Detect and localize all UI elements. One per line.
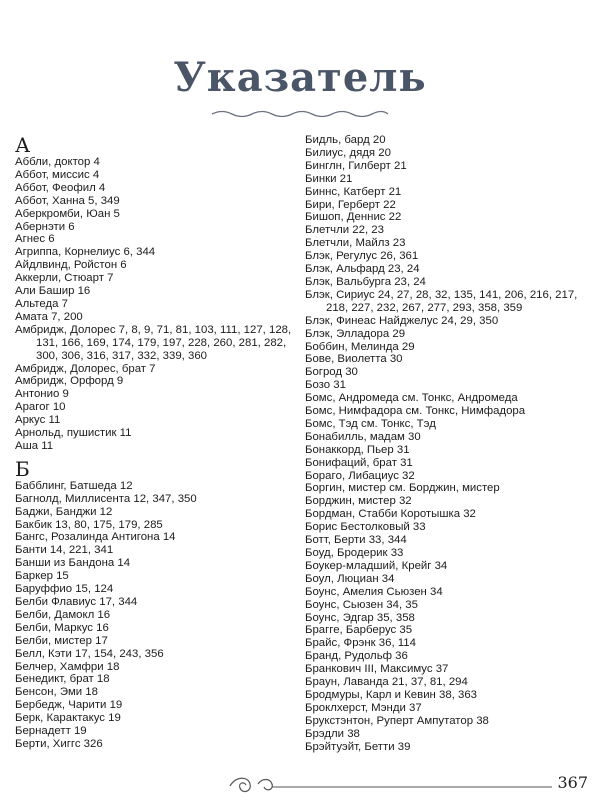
- index-entry: Белл, Кэти 17, 154, 243, 356: [15, 647, 164, 660]
- index-entry: Баруффио 15, 124: [15, 583, 114, 596]
- index-entry: Бозо 31: [305, 379, 346, 392]
- index-entry: Брукстэнтон, Руперт Ампутатор 38: [305, 714, 489, 727]
- index-entry-continuation: 131, 166, 169, 174, 179, 197, 228, 260, 281, 282,: [36, 336, 287, 349]
- index-entry: Арагог 10: [15, 401, 66, 414]
- index-entry: Бордман, Стабби Коротышка 32: [305, 508, 476, 521]
- index-entry: Брагге, Барберус 35: [305, 624, 413, 637]
- index-entry: Ботт, Берти 33, 344: [305, 534, 407, 547]
- index-entry: Банти 14, 221, 341: [15, 544, 114, 557]
- index-entry: Аббот, миссис 4: [15, 168, 100, 181]
- index-entry: Багнолд, Миллисента 12, 347, 350: [15, 492, 197, 505]
- index-entry: Аккерли, Стюарт 7: [15, 272, 114, 285]
- index-entry: Берк, Карактакус 19: [15, 712, 121, 725]
- index-entry: Бранкович III, Максимус 37: [305, 663, 449, 676]
- index-entry: Биннс, Катберт 21: [305, 185, 402, 198]
- index-entry: Баркер 15: [15, 570, 69, 583]
- index-entry: Блэк, Альфард 23, 24: [305, 263, 420, 276]
- index-entry: Банши из Бандона 14: [15, 557, 131, 570]
- index-entry: Брайс, Фрэнк 36, 114: [305, 637, 416, 650]
- index-column-left: [15, 134, 290, 751]
- index-entry: Амбридж, Орфорд 9: [15, 375, 124, 388]
- index-entry: Аберкромби, Юан 5: [15, 207, 120, 220]
- index-entry-sirius: Блэк, Сириус 24, 27, 28, 32, 135, 141, 206, 216, 217,: [305, 288, 578, 301]
- index-entry: Борджин, мистер 32: [305, 495, 412, 508]
- index-entry: Бинки 21: [305, 172, 353, 185]
- index-entry: Богрод 30: [305, 366, 358, 379]
- entry-list-a1: [15, 156, 290, 324]
- index-entry: Блэк, Элладора 29: [305, 327, 406, 340]
- index-entry: Боргин, мистер см. Борджин, мистер: [305, 482, 500, 495]
- index-entry: Абернэти 6: [15, 220, 75, 233]
- page-title: Указатель: [173, 54, 427, 101]
- index-entry: Блэк, Финеас Найджелус 24, 29, 350: [305, 314, 499, 327]
- index-entry: Браун, Лаванда 21, 37, 81, 294: [305, 676, 468, 689]
- index-entry: Борис Бестолковый 33: [305, 521, 426, 534]
- section-letter-b: Б: [15, 456, 30, 481]
- index-entry: Аша 11: [15, 439, 54, 452]
- index-entry: Бонифаций, брат 31: [305, 456, 413, 469]
- index-entry: Бомс, Тэд см. Тонкс, Тэд: [305, 417, 436, 430]
- index-entry: Бернадетт 19: [15, 725, 87, 738]
- entry-list-a2: [15, 363, 290, 453]
- index-entry: Бомс, Нимфадора см. Тонкс, Нимфадора: [305, 405, 526, 418]
- index-entry: Аркус 11: [15, 414, 61, 427]
- index-entry: Берти, Хиггс 326: [15, 737, 103, 750]
- index-entry: Бенедикт, брат 18: [15, 673, 110, 686]
- index-entry: Бродмуры, Карл и Кевин 38, 363: [305, 688, 478, 701]
- index-entry: Боул, Люциан 34: [305, 572, 395, 585]
- index-entry: Борагo, Либациус 32: [305, 469, 415, 482]
- index-entry: Бангс, Розалинда Антигона 14: [15, 531, 176, 544]
- index-entry: Белби, мистер 17: [15, 634, 108, 647]
- index-entry-umbridge: Амбридж, Долорес 7, 8, 9, 71, 81, 103, 111, 127, 128,: [15, 323, 292, 336]
- index-entry: Айдлвинд, Ройстон 6: [15, 259, 127, 272]
- title-ornament: [210, 108, 390, 120]
- index-entry: Боунс, Эдгар 35, 358: [305, 611, 415, 624]
- index-entry: Броклхерст, Мэнди 37: [305, 701, 422, 714]
- index-entry: Агриппа, Корнелиус 6, 344: [15, 246, 156, 259]
- index-entry: Бонабилль, мадам 30: [305, 430, 421, 443]
- entry-list-b: [15, 480, 290, 751]
- index-entry: Боуд, Бродерик 33: [305, 547, 404, 559]
- index-entry: Белби Флавиус 17, 344: [15, 596, 138, 608]
- index-entry: Бербедж, Чарити 19: [15, 699, 123, 712]
- index-column-right: [305, 134, 595, 754]
- index-entry: Белби, Дамокл 16: [15, 608, 111, 621]
- index-entry: Бенсон, Эми 18: [15, 686, 98, 699]
- index-entry: Блэк, Вальбурга 23, 24: [305, 275, 426, 288]
- index-entry: Агнес 6: [15, 233, 55, 246]
- index-entry: Бири, Герберт 22: [305, 198, 396, 211]
- index-entry: Антонио 9: [15, 388, 69, 401]
- index-entry: Амата 7, 200: [15, 310, 83, 323]
- index-entry: Бабблинг, Батшеда 12: [15, 479, 133, 492]
- index-entry: Белчер, Хамфри 18: [15, 660, 120, 673]
- index-entry: Блетчли 22, 23: [305, 224, 384, 237]
- index-entry: Боунс, Амелия Сьюзен 34: [305, 585, 443, 598]
- index-entry: Блэк, Регулус 26, 361: [305, 250, 419, 263]
- index-entry: Али Башир 16: [15, 285, 91, 298]
- index-entry: Белби, Маркус 16: [15, 621, 109, 634]
- index-entry: Амбридж, Долорес, брат 7: [15, 362, 156, 375]
- index-entry: Билиус, дядя 20: [305, 146, 391, 159]
- index-entry: Бомс, Андромеда см. Тонкс, Андромеда: [305, 392, 518, 405]
- index-entry: Аббот, Ханна 5, 349: [15, 194, 120, 207]
- index-entry: Бранд, Рудольф 36: [305, 650, 408, 663]
- index-entry: Бишоп, Деннис 22: [305, 211, 402, 224]
- index-entry: Бонаккорд, Пьер 31: [305, 443, 410, 456]
- index-entry: Брэйтуэйт, Бетти 39: [305, 740, 411, 753]
- index-entry: Аббли, доктор 4: [15, 156, 100, 168]
- index-entry: Брэдли 38: [305, 727, 360, 740]
- index-entry: Бинглн, Гилберт 21: [305, 159, 407, 172]
- index-entry: Блетчли, Майлз 23: [305, 237, 406, 250]
- section-letter-a: А: [15, 133, 31, 157]
- index-entry: Боунс, Сьюзен 34, 35: [305, 598, 418, 611]
- footer-ornament: [0, 768, 560, 798]
- index-entry: Аббот, Феофил 4: [15, 181, 106, 194]
- index-entry: Бидль, бард 20: [305, 134, 386, 146]
- index-entry-continuation: 300, 306, 316, 317, 332, 339, 360: [36, 349, 208, 362]
- entry-list-right-2: [305, 315, 595, 754]
- index-entry: Арнольд, пушистик 11: [15, 427, 132, 440]
- index-entry: Бакбик 13, 80, 175, 179, 285: [15, 518, 163, 531]
- index-entry: Боббин, Мелинда 29: [305, 340, 415, 353]
- index-entry: Альтеда 7: [15, 297, 68, 310]
- index-entry: Баджи, Банджи 12: [15, 505, 113, 518]
- entry-list-right-1: [305, 134, 595, 289]
- page-number: 367: [557, 773, 588, 792]
- index-entry: Боукер-младший, Крейг 34: [305, 559, 448, 572]
- index-entry-continuation: 218, 227, 232, 267, 277, 293, 358, 359: [326, 301, 523, 314]
- index-entry: Бове, Виолетта 30: [305, 353, 403, 366]
